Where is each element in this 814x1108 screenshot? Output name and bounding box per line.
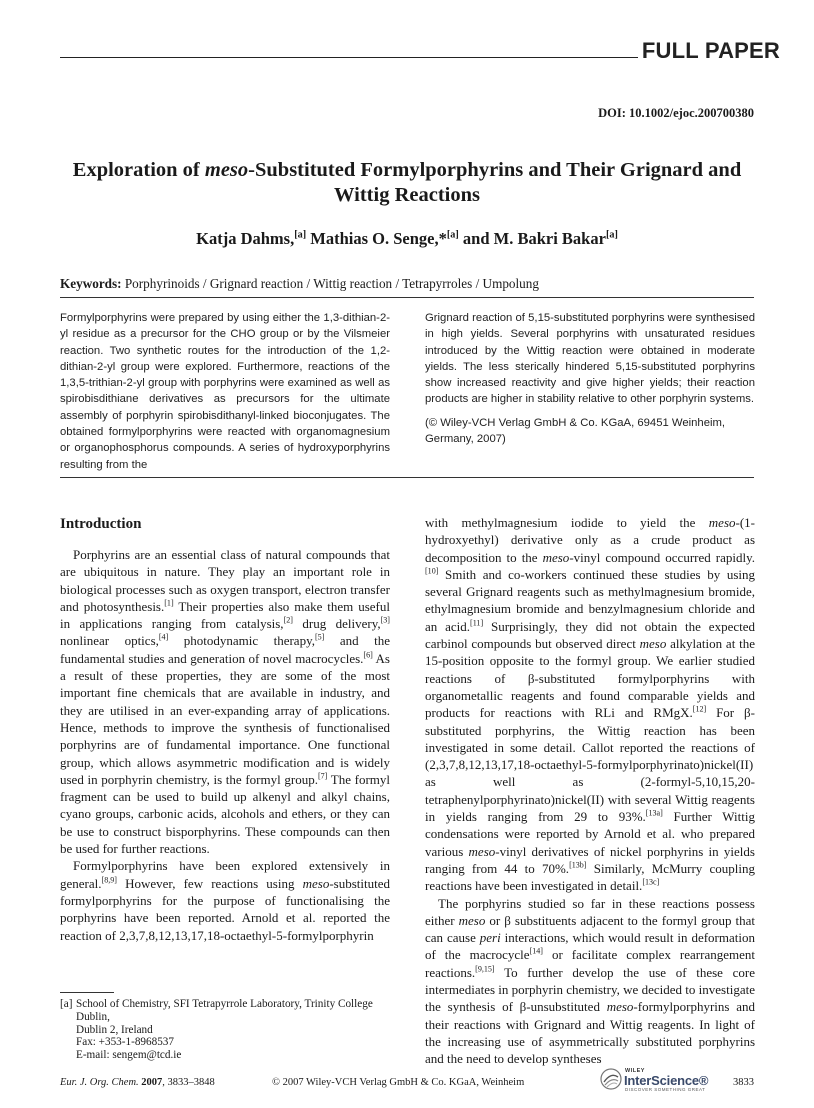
- author-name: Mathias O. Senge,*: [306, 229, 447, 248]
- citation[interactable]: [6]: [363, 650, 373, 660]
- author-name: and M. Bakri Bakar: [458, 229, 606, 248]
- citation[interactable]: [10]: [425, 566, 439, 576]
- citation[interactable]: [11]: [470, 618, 484, 628]
- footnote-line: School of Chemistry, SFI Tetrapyrrole Laboratory, Trinity College Dublin,: [76, 998, 373, 1023]
- abstract-copyright: (© Wiley-VCH Verlag GmbH & Co. KGaA, 69451 Weinheim, Germany, 2007): [425, 416, 726, 446]
- citation[interactable]: [7]: [317, 771, 328, 781]
- citation[interactable]: [13c]: [642, 877, 660, 887]
- paragraph: The porphyrins studied so far in these reactions possess either meso or β substituents adjacent to the formyl group that can cause peri interactions, which would result in deformation of the macrocycle[14] or facilitate complex rearrangement reactions.[9,15] To further develop the use of these core intermediates in porphyrin chemistry, we decided to investigate the synthesis of β-unsubstituted meso-formylporphyrins and their reactions with Grignard and Wittig reagents. In light of the increasing use of asymmetrically substituted porphyrins and the need to develop syntheses: [425, 895, 756, 1067]
- keywords: [60, 276, 539, 292]
- citation[interactable]: [13b]: [569, 860, 587, 870]
- interscience-logo[interactable]: WILEY InterScience® DISCOVER SOMETHING GREAT: [600, 1066, 728, 1092]
- footnote-line: Dublin 2, Ireland: [76, 1023, 153, 1036]
- footnote-tag: [a]: [60, 998, 73, 1010]
- citation[interactable]: [13a]: [645, 808, 663, 818]
- footnote-rule: [60, 992, 114, 993]
- footnote-line: Fax: +353-1-8968537: [76, 1036, 174, 1049]
- citation[interactable]: [5]: [314, 633, 325, 643]
- keywords-text: Porphyrinoids / Grignard reaction / Wittig reaction / Tetrapyrroles / Umpolung: [121, 276, 539, 291]
- abstract-top-rule: [60, 297, 754, 298]
- citation[interactable]: [9,15]: [475, 964, 495, 974]
- journal-citation: Eur. J. Org. Chem. 2007, 3833–3848: [60, 1077, 215, 1088]
- citation[interactable]: [12]: [692, 704, 707, 714]
- affiliation-mark: [a]: [605, 229, 618, 241]
- footer-copyright: © 2007 Wiley-VCH Verlag GmbH & Co. KGaA, Weinheim: [272, 1077, 525, 1088]
- section-heading-introduction: Introduction: [60, 516, 142, 532]
- abstract-left: Formylporphyrins were prepared by using either the 1,3-dithian-2-yl residue as a precursor for the CHO group or by the Vilsmeier reaction. Two synthetic routes for the introduction of the 1,2-dithian-2-yl group were explored. Furthermore, reactions of the 1,3,5-trithian-2-yl group with porphyrins were examined as well as spirobisdithiane derivatives as precursors for the ultimate assembly of porphyrin spirobisdithanyl-linked bioconjugates. The obtained formylporphyrins were reacted with organomagnesium or organophosphorus compounds. A series of hydroxyporphyrins resulting from the: [60, 312, 390, 471]
- citation[interactable]: [3]: [380, 615, 390, 625]
- paper-title: Exploration of meso-Substituted Formylporphyrins and Their Grignard and Wittig Reactions: [72, 159, 742, 206]
- paragraph: with methylmagnesium iodide to yield the meso-(1-hydroxyethyl) derivative only as a crude product as decomposition to the meso-vinyl compound occurred rapidly.[10] Smith and co-workers continued these studies by using several Grignard reagents such as methylmagnesium bromide, ethylmagnesium bromide and benzylmagnesium chloride and an acid.[11] Surprisingly, they did not obtain the expected carbinol compounds but observed direct meso alkylation at the 15-position opposite to the formyl group. We earlier studied reactions of β-substituted formylporphyrins with organometallic reagents and found comparable yields and products for reactions with RLi and RMgX.[12] For β-substituted porphyrins, the Wittig reaction has been investigated in some detail. Callot reported the reactions of (2,3,7,8,12,13,17,18-octaethyl-5-formylporphyrinato)nickel(II) as well as (2-formyl-5,10,15,20-tetraphenylporphyrinato)nickel(II) with several Wittig reagents in yields ranging from 29 to 93%.[13a] Further Wittig condensations were reported by Arnold et al. who prepared various meso-vinyl derivatives of nickel porphyrins in yields ranging from 44 to 70%.[13b] Similarly, McMurry coupling reactions have been investigated in detail.[13c]: [425, 515, 755, 894]
- paragraph: Porphyrins are an essential class of natural compounds that are ubiquitous in nature. They play an important role in biological processes such as oxygen transport, electron transfer and photosynthesis.[1] Their properties also make them useful in applications ranging from catalysis,[2] drug delivery,[3] nonlinear optics,[4] photodynamic therapy,[5] and the fundamental studies and generation of novel macrocycles.[6] As a result of these properties, they are some of the most important fine chemicals that are available in industry, and they are utilised in an ever-expanding array of applications. Hence, methods to improve the synthesis of functionalised porphyrins are of fundamental importance. One functional group, which allows asymmetric modification and is widely used in porphyrin chemistry, is the formyl group.[7] The formyl fragment can be used to build up alkenyl and alkyl chains, cyano groups, carbonic acids, alcohols and ethers, or they can be use to construct bisporphyrins. These compounds can then be used for further reactions.: [60, 547, 391, 857]
- body-column-right: [425, 514, 755, 1068]
- footnote-email[interactable]: E-mail: sengem@tcd.ie: [76, 1049, 182, 1062]
- body-column-left: [60, 546, 390, 944]
- affiliation-mark: [a]: [446, 229, 459, 241]
- citation[interactable]: [1]: [164, 598, 174, 608]
- paragraph: Formylporphyrins have been explored extensively in general.[8,9] However, few reactions using meso-substituted formylporphyrins for the purpose of functionalising the porphyrins have been reported. Arnold et al. reported the reaction of 2,3,7,8,12,13,17,18-octaethyl-5-formylporphyrin: [60, 858, 390, 943]
- citation[interactable]: [4]: [158, 633, 169, 643]
- citation[interactable]: [14]: [529, 947, 543, 957]
- author-list: [60, 229, 754, 249]
- abstract-right: Grignard reaction of 5,15-substituted porphyrins were synthesised in high yields. Several porphyrins with unsaturated residues introduced by the Wittig reaction were obtained in moderate yields. The less sterically hindered 5,15-substituted porphyrins show increased reactivity and give higher yields; their reaction products are higher in stability relative to other porphyrin systems. (© Wiley-VCH Verlag GmbH & Co. KGaA, 69451 Weinheim, Germany, 2007): [425, 310, 755, 447]
- page-number: 3833: [733, 1077, 754, 1088]
- citation[interactable]: [8,9]: [101, 875, 117, 885]
- doi[interactable]: DOI: 10.1002/ejoc.200700380: [598, 106, 754, 120]
- header-rule: [60, 57, 638, 58]
- abstract-bottom-rule: [60, 477, 754, 478]
- affiliation-footnote: [60, 998, 390, 1062]
- keywords-label: Keywords:: [60, 276, 122, 291]
- affiliation-mark: [a]: [294, 229, 307, 241]
- section-label: FULL PAPER: [641, 38, 780, 63]
- citation[interactable]: [2]: [283, 615, 293, 625]
- author-name: Katja Dahms,: [196, 229, 295, 248]
- swirl-logo-icon: [600, 1068, 622, 1090]
